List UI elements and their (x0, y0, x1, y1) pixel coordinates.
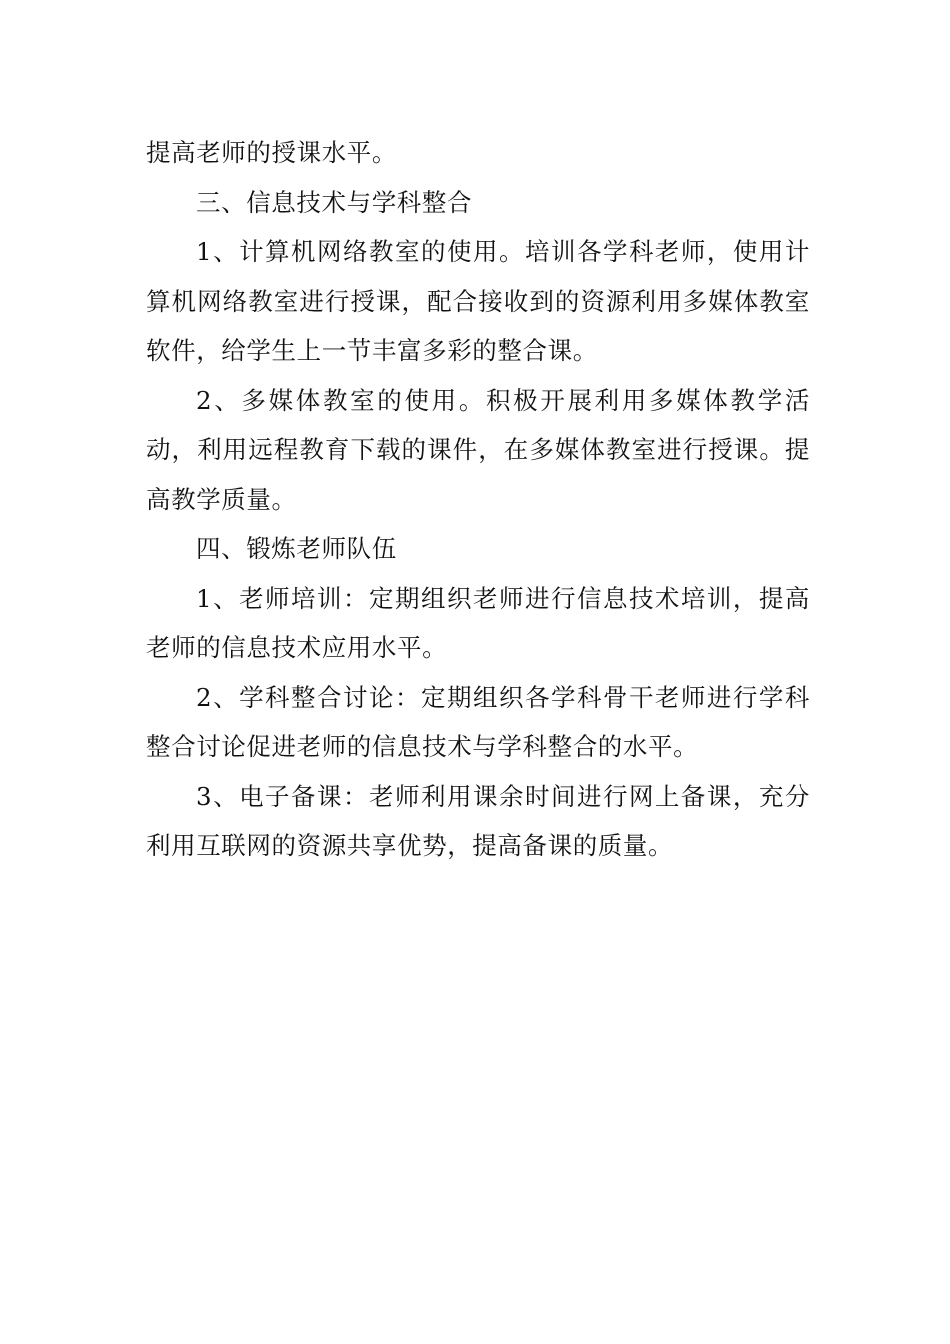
continuation-paragraph: 提高老师的授课水平。 (146, 138, 397, 167)
document-body (146, 128, 810, 871)
section-heading-four: 四、锻炼老师队伍 (196, 534, 397, 563)
item-teacher-training: 1、老师培训：定期组织老师进行信息技术培训，提高老师的信息技术应用水平。 (146, 583, 810, 662)
item-subject-integration-discussion: 2、学科整合讨论：定期组织各学科骨干老师进行学科整合讨论促进老师的信息技术与学科整合的水平。 (146, 682, 810, 761)
item-multimedia-classroom: 2、多媒体教室的使用。积极开展利用多媒体教学活动，利用远程教育下载的课件，在多媒体教室进行授课。提高教学质量。 (146, 385, 810, 514)
item-network-classroom: 1、计算机网络教室的使用。培训各学科老师，使用计算机网络教室进行授课，配合接收到的资源利用多媒体教室软件，给学生上一节丰富多彩的整合课。 (146, 237, 810, 365)
section-heading-three: 三、信息技术与学科整合 (196, 187, 473, 217)
item-electronic-lesson-prep: 3、电子备课：老师利用课余时间进行网上备课，充分利用互联网的资源共享优势，提高备课的质量。 (146, 781, 810, 860)
